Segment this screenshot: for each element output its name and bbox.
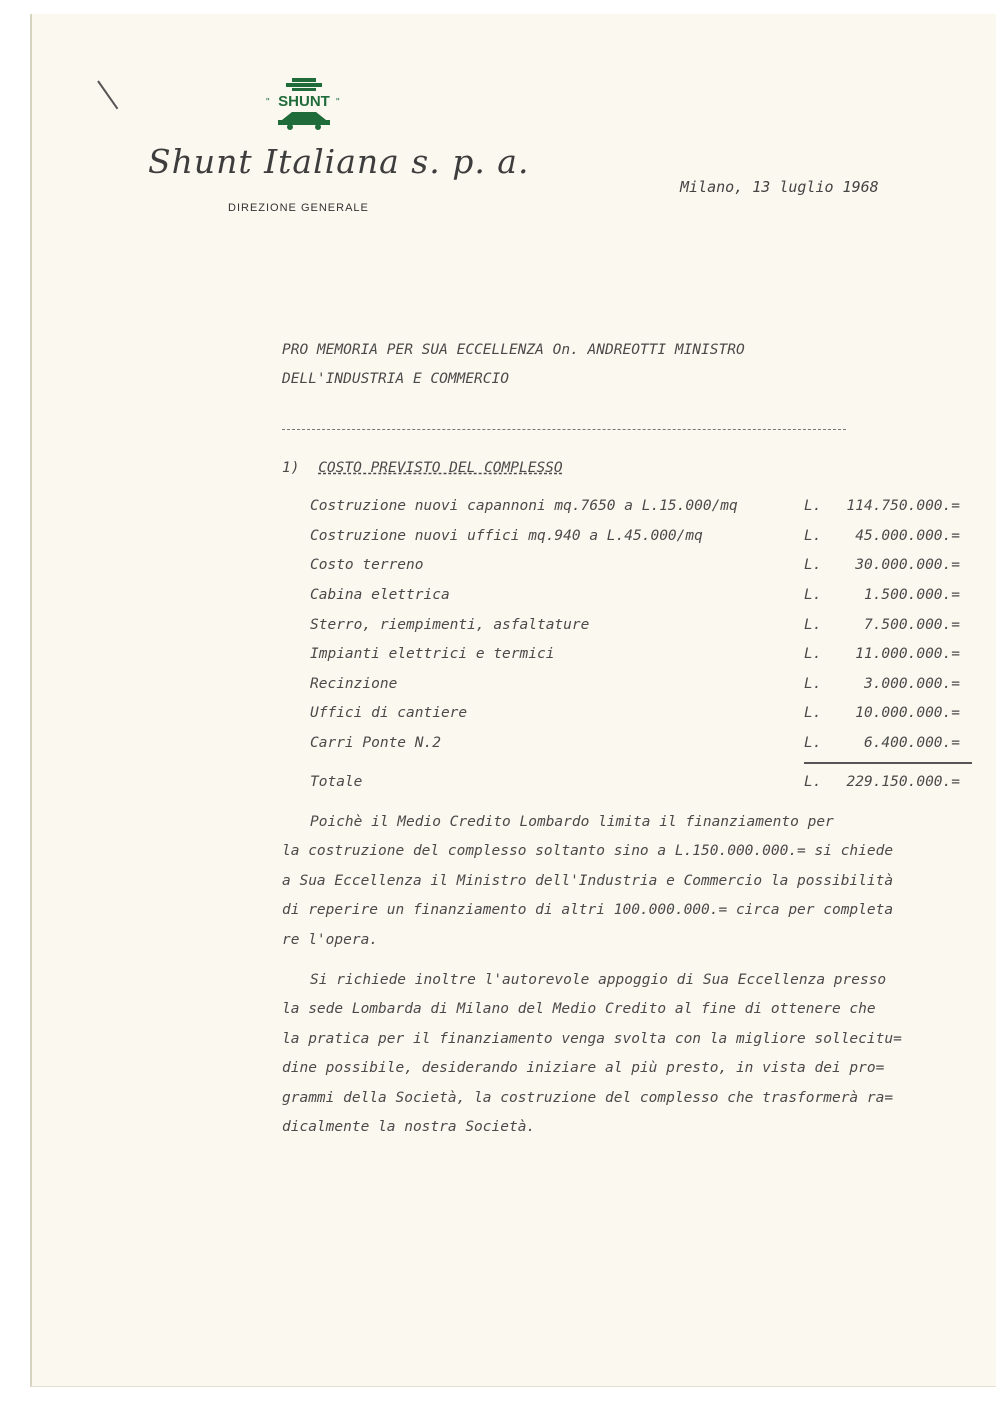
cost-currency: L. <box>804 498 822 514</box>
logo-text: SHUNT <box>278 93 330 110</box>
cost-currency: L. <box>804 557 822 573</box>
cost-description: Costruzione nuovi uffici mq.940 a L.45.000/mq <box>310 528 703 544</box>
cost-amount: 1.500.000.= <box>863 587 960 603</box>
divider-line <box>282 429 846 430</box>
svg-text:": " <box>266 97 270 108</box>
cost-row <box>310 705 970 727</box>
cost-amount: 114.750.000.= <box>846 498 960 514</box>
cost-currency: L. <box>804 735 822 751</box>
total-row <box>310 774 970 796</box>
cost-description: Uffici di cantiere <box>310 705 468 721</box>
cost-description: Costruzione nuovi capannoni mq.7650 a L.15.000/mq <box>310 498 738 514</box>
cost-row <box>310 617 970 639</box>
paragraph-line: dine possibile, desiderando iniziare al più presto, in vista dei pro= <box>282 1060 885 1077</box>
cost-row <box>310 498 970 520</box>
paragraph-financing <box>282 808 982 955</box>
section-header <box>282 460 563 476</box>
paragraph-support-request <box>282 966 982 1142</box>
paragraph-line: la pratica per il finanziamento venga svolta con la migliore sollecitu= <box>282 1030 902 1047</box>
paragraph-line: la sede Lombarda di Milano del Medio Credito al fine di ottenere che <box>282 1001 876 1018</box>
section-number: 1) <box>282 460 300 476</box>
paragraph-line: grammi della Società, la costruzione del complesso che trasformerà ra= <box>282 1089 894 1106</box>
cost-currency: L. <box>804 528 822 544</box>
paragraph-line: Si richiede inoltre l'autorevole appoggio di Sua Eccellenza presso <box>310 972 887 988</box>
shunt-logo <box>254 76 354 134</box>
pen-mark <box>97 80 118 109</box>
total-label: Totale <box>310 774 363 790</box>
cost-currency: L. <box>804 587 822 603</box>
section-title: COSTO PREVISTO DEL COMPLESSO <box>318 460 563 476</box>
cost-row <box>310 528 970 550</box>
cost-amount: 11.000.000.= <box>855 646 960 662</box>
cost-row <box>310 735 970 757</box>
cost-description: Sterro, riempimenti, asfaltature <box>310 617 590 633</box>
company-name: Shunt Italiana s. p. a. <box>148 142 530 181</box>
total-underline <box>804 762 972 764</box>
cost-row <box>310 557 970 579</box>
cost-row <box>310 587 970 609</box>
cost-description: Cabina elettrica <box>310 587 450 603</box>
cost-currency: L. <box>804 705 822 721</box>
paragraph-line: Poichè il Medio Credito Lombardo limita il finanziamento per <box>310 814 834 830</box>
cost-amount: 10.000.000.= <box>855 705 960 721</box>
cost-amount: 30.000.000.= <box>855 557 960 573</box>
svg-text:": " <box>336 97 340 108</box>
paragraph-line: dicalmente la nostra Società. <box>282 1118 536 1135</box>
cost-amount: 6.400.000.= <box>863 735 960 751</box>
paragraph-line: di reperire un finanziamento di altri 100.000.000.= circa per completa <box>282 902 894 919</box>
paragraph-line: re l'opera. <box>282 931 379 948</box>
cost-description: Recinzione <box>310 676 398 692</box>
memo-heading-line-1: PRO MEMORIA PER SUA ECCELLENZA On. ANDREOTTI MINISTRO <box>282 342 745 358</box>
cost-amount: 7.500.000.= <box>863 617 960 633</box>
cost-currency: L. <box>804 617 822 633</box>
paragraph-line: la costruzione del complesso soltanto sino a L.150.000.000.= si chiede <box>282 843 894 860</box>
memo-heading-line-2: DELL'INDUSTRIA E COMMERCIO <box>282 371 509 387</box>
cost-description: Impianti elettrici e termici <box>310 646 555 662</box>
total-amount: 229.150.000.= <box>846 774 960 790</box>
department-label: DIREZIONE GENERALE <box>228 202 369 214</box>
total-currency: L. <box>804 774 822 790</box>
cost-description: Carri Ponte N.2 <box>310 735 441 751</box>
cost-row <box>310 676 970 698</box>
shunt-logo-graphic <box>254 76 354 134</box>
paragraph-line: a Sua Eccellenza il Ministro dell'Industria e Commercio la possibilità <box>282 872 894 889</box>
cost-row <box>310 646 970 668</box>
cost-amount: 3.000.000.= <box>863 676 960 692</box>
cost-currency: L. <box>804 646 822 662</box>
document-page <box>30 14 996 1387</box>
date-line: Milano, 13 luglio 1968 <box>680 178 879 196</box>
cost-description: Costo terreno <box>310 557 424 573</box>
cost-currency: L. <box>804 676 822 692</box>
cost-amount: 45.000.000.= <box>855 528 960 544</box>
